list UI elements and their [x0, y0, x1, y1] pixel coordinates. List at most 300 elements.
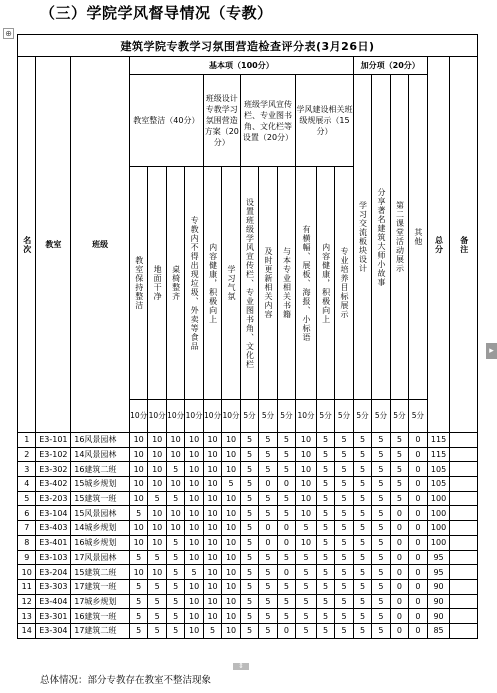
detail-header-1: 教室保持整洁 — [129, 167, 147, 400]
score-cell: 5 — [353, 462, 371, 477]
rank-header: 名次 — [18, 57, 36, 433]
room-cell: E3-304 — [36, 623, 71, 638]
score-cell: 5 — [335, 491, 353, 506]
score-cell: 5 — [372, 550, 390, 565]
score-cell: 10 — [203, 506, 221, 521]
score-cell: 5 — [353, 535, 371, 550]
bonus-col-4: 其他 — [409, 75, 427, 400]
style-group-header: 学风建设相关班级规展示（15分） — [296, 75, 354, 167]
score-cell: 0 — [409, 609, 427, 624]
score-cell: 5 — [296, 623, 317, 638]
score-cell: 5 — [259, 550, 277, 565]
class-cell: 16建筑二班 — [71, 462, 130, 477]
score-cell: 10 — [222, 535, 240, 550]
score-cell: 10 — [129, 535, 147, 550]
room-cell: E3-101 — [36, 433, 71, 448]
score-cell: 5 — [240, 565, 258, 580]
score-cell: 10 — [222, 550, 240, 565]
score-cell: 5 — [148, 491, 166, 506]
score-cell: 5 — [148, 579, 166, 594]
class-cell: 15城乡规划 — [71, 477, 130, 492]
remark-cell — [450, 623, 478, 638]
score-cell: 5 — [316, 462, 334, 477]
points-cell: 5分 — [353, 400, 371, 433]
room-cell: E3-203 — [36, 491, 71, 506]
score-cell: 0 — [277, 565, 295, 580]
score-cell: 0 — [409, 565, 427, 580]
score-cell: 10 — [222, 462, 240, 477]
detail-header-6: 学习气氛 — [222, 167, 240, 400]
room-cell: E3-301 — [36, 609, 71, 624]
score-cell: 5 — [353, 565, 371, 580]
score-cell: 10 — [185, 462, 203, 477]
basic-items-header: 基本项（100分） — [129, 57, 353, 75]
score-cell: 5 — [372, 447, 390, 462]
score-cell: 5 — [259, 609, 277, 624]
score-cell: 5 — [277, 579, 295, 594]
class-cell: 16建筑一班 — [71, 609, 130, 624]
score-cell: 5 — [277, 433, 295, 448]
score-cell: 5 — [372, 565, 390, 580]
room-header: 教室 — [36, 57, 71, 433]
score-cell: 5 — [353, 623, 371, 638]
score-table — [17, 34, 478, 639]
score-cell: 0 — [390, 506, 408, 521]
score-cell: 10 — [148, 433, 166, 448]
plan-group-header: 班级设计专教学习氛围营造方案（20分） — [203, 75, 240, 167]
detail-header-8: 及时更新相关内容 — [259, 167, 277, 400]
rank-cell: 12 — [18, 594, 36, 609]
class-cell: 17风景园林 — [71, 550, 130, 565]
class-cell: 16城乡规划 — [71, 535, 130, 550]
remark-cell — [450, 491, 478, 506]
score-cell: 5 — [277, 491, 295, 506]
score-cell: 5 — [335, 506, 353, 521]
score-cell: 10 — [203, 491, 221, 506]
score-cell: 5 — [335, 477, 353, 492]
score-cell: 5 — [316, 550, 334, 565]
score-cell: 0 — [409, 550, 427, 565]
score-cell: 5 — [129, 506, 147, 521]
score-cell: 10 — [203, 477, 221, 492]
remark-cell — [450, 477, 478, 492]
score-cell: 0 — [259, 535, 277, 550]
total-cell: 100 — [427, 506, 450, 521]
detail-header-7: 设置班级学风宣传栏、专业图书角、文化栏 — [240, 167, 258, 400]
score-cell: 5 — [185, 565, 203, 580]
bonus-col-3: 第二课堂活动展示 — [390, 75, 408, 400]
score-cell: 10 — [222, 491, 240, 506]
score-cell: 10 — [222, 565, 240, 580]
points-cell: 10分 — [148, 400, 166, 433]
score-cell: 10 — [203, 594, 221, 609]
detail-header-4: 专教内不得出现垃圾、外卖等食品 — [185, 167, 203, 400]
detail-header-11: 内容健康，积极向上 — [316, 167, 334, 400]
score-cell: 10 — [203, 579, 221, 594]
score-cell: 5 — [240, 462, 258, 477]
rank-cell: 2 — [18, 447, 36, 462]
table-row — [18, 623, 478, 638]
score-cell: 10 — [185, 521, 203, 536]
rank-cell: 6 — [18, 506, 36, 521]
score-cell: 5 — [222, 477, 240, 492]
rank-cell: 9 — [18, 550, 36, 565]
score-cell: 5 — [129, 609, 147, 624]
score-cell: 5 — [277, 506, 295, 521]
score-cell: 5 — [259, 462, 277, 477]
class-cell: 17建筑一班 — [71, 579, 130, 594]
total-cell: 105 — [427, 462, 450, 477]
score-cell: 5 — [353, 506, 371, 521]
points-cell: 10分 — [166, 400, 184, 433]
score-cell: 0 — [390, 550, 408, 565]
score-cell: 10 — [185, 433, 203, 448]
room-cell: E3-403 — [36, 521, 71, 536]
culture-group-header: 班级学风宣传栏、专业图书角、文化栏等设置（20分） — [240, 75, 295, 167]
rank-cell: 14 — [18, 623, 36, 638]
detail-header-3: 桌椅整齐 — [166, 167, 184, 400]
score-cell: 5 — [316, 594, 334, 609]
score-cell: 5 — [277, 594, 295, 609]
score-cell: 5 — [353, 550, 371, 565]
points-cell: 5分 — [390, 400, 408, 433]
score-cell: 10 — [222, 623, 240, 638]
remark-cell — [450, 609, 478, 624]
score-cell: 0 — [390, 579, 408, 594]
score-cell: 10 — [185, 506, 203, 521]
score-cell: 10 — [148, 565, 166, 580]
score-cell: 10 — [185, 609, 203, 624]
score-cell: 5 — [296, 550, 317, 565]
class-cell: 14风景园林 — [71, 447, 130, 462]
bonus-items-header: 加分项（20分） — [353, 57, 427, 75]
points-cell: 5分 — [240, 400, 258, 433]
points-cell: 10分 — [185, 400, 203, 433]
score-cell: 5 — [203, 623, 221, 638]
score-cell: 5 — [372, 609, 390, 624]
remark-cell — [450, 433, 478, 448]
room-cell: E3-303 — [36, 579, 71, 594]
score-cell: 5 — [353, 609, 371, 624]
score-cell: 5 — [148, 623, 166, 638]
score-cell: 0 — [390, 623, 408, 638]
score-cell: 5 — [240, 609, 258, 624]
score-cell: 5 — [335, 623, 353, 638]
score-cell: 5 — [353, 433, 371, 448]
score-cell: 10 — [222, 579, 240, 594]
score-cell: 10 — [148, 477, 166, 492]
score-cell: 0 — [409, 477, 427, 492]
score-cell: 10 — [296, 535, 317, 550]
score-cell: 5 — [240, 433, 258, 448]
score-cell: 5 — [335, 521, 353, 536]
score-cell: 5 — [129, 623, 147, 638]
score-cell: 10 — [222, 521, 240, 536]
score-cell: 5 — [259, 433, 277, 448]
points-cell: 5分 — [335, 400, 353, 433]
points-cell: 10分 — [222, 400, 240, 433]
detail-header-2: 地面干净 — [148, 167, 166, 400]
rank-cell: 4 — [18, 477, 36, 492]
points-cell: 5分 — [277, 400, 295, 433]
score-cell: 0 — [409, 623, 427, 638]
score-cell: 5 — [390, 491, 408, 506]
table-row — [18, 550, 478, 565]
score-cell: 5 — [129, 550, 147, 565]
score-cell: 5 — [296, 521, 317, 536]
score-cell: 10 — [129, 447, 147, 462]
table-row — [18, 535, 478, 550]
score-cell: 10 — [296, 506, 317, 521]
score-cell: 0 — [390, 535, 408, 550]
score-cell: 10 — [148, 506, 166, 521]
score-cell: 5 — [335, 565, 353, 580]
score-cell: 5 — [240, 477, 258, 492]
score-cell: 0 — [390, 521, 408, 536]
score-cell: 5 — [240, 447, 258, 462]
rank-cell: 5 — [18, 491, 36, 506]
score-cell: 10 — [203, 462, 221, 477]
score-cell: 5 — [148, 609, 166, 624]
table-row — [18, 491, 478, 506]
score-cell: 5 — [240, 521, 258, 536]
score-cell: 0 — [390, 609, 408, 624]
room-cell: E3-204 — [36, 565, 71, 580]
score-cell: 10 — [296, 433, 317, 448]
score-cell: 5 — [259, 447, 277, 462]
points-cell: 10分 — [296, 400, 317, 433]
score-cell: 10 — [203, 550, 221, 565]
points-cell: 10分 — [129, 400, 147, 433]
score-cell: 10 — [203, 535, 221, 550]
table-move-handle-icon[interactable]: ⊕ — [3, 28, 14, 39]
score-cell: 10 — [222, 447, 240, 462]
score-cell: 5 — [296, 579, 317, 594]
score-cell: 10 — [129, 477, 147, 492]
points-cell: 5分 — [372, 400, 390, 433]
remark-cell — [450, 550, 478, 565]
room-cell: E3-104 — [36, 506, 71, 521]
remark-cell — [450, 447, 478, 462]
score-cell: 5 — [390, 477, 408, 492]
score-cell: 10 — [185, 550, 203, 565]
score-cell: 5 — [166, 579, 184, 594]
score-cell: 5 — [390, 447, 408, 462]
total-cell: 90 — [427, 594, 450, 609]
score-cell: 5 — [316, 609, 334, 624]
score-cell: 5 — [129, 579, 147, 594]
score-cell: 10 — [185, 477, 203, 492]
score-cell: 5 — [335, 447, 353, 462]
score-cell: 0 — [277, 535, 295, 550]
score-cell: 5 — [259, 594, 277, 609]
class-cell: 15建筑一班 — [71, 491, 130, 506]
score-cell: 5 — [277, 609, 295, 624]
score-cell: 5 — [335, 579, 353, 594]
score-cell: 5 — [335, 433, 353, 448]
score-cell: 10 — [185, 491, 203, 506]
score-cell: 10 — [166, 477, 184, 492]
remark-cell — [450, 521, 478, 536]
score-cell: 5 — [240, 535, 258, 550]
score-cell: 10 — [148, 521, 166, 536]
score-cell: 5 — [316, 447, 334, 462]
score-cell: 0 — [277, 477, 295, 492]
score-cell: 5 — [259, 623, 277, 638]
score-cell: 5 — [372, 462, 390, 477]
score-cell: 5 — [353, 477, 371, 492]
score-cell: 5 — [148, 594, 166, 609]
score-cell: 10 — [203, 447, 221, 462]
score-cell: 5 — [296, 565, 317, 580]
score-cell: 5 — [240, 623, 258, 638]
score-cell: 5 — [296, 594, 317, 609]
score-cell: 5 — [372, 579, 390, 594]
bonus-col-2: 分享著名建筑大师小故事 — [372, 75, 390, 400]
score-cell: 0 — [259, 521, 277, 536]
score-cell: 5 — [316, 433, 334, 448]
rank-cell: 1 — [18, 433, 36, 448]
table-row — [18, 433, 478, 448]
score-cell: 5 — [166, 594, 184, 609]
class-cell: 15建筑二班 — [71, 565, 130, 580]
total-cell: 115 — [427, 447, 450, 462]
score-cell: 5 — [353, 579, 371, 594]
table-row — [18, 447, 478, 462]
score-cell: 5 — [372, 433, 390, 448]
score-cell: 5 — [335, 609, 353, 624]
score-cell: 10 — [185, 535, 203, 550]
table-row — [18, 462, 478, 477]
score-cell: 5 — [316, 535, 334, 550]
score-cell: 5 — [372, 521, 390, 536]
room-cell: E3-401 — [36, 535, 71, 550]
room-cell: E3-302 — [36, 462, 71, 477]
detail-header-10: 有横幅、展板、海报、小标语 — [296, 167, 317, 400]
total-cell: 100 — [427, 535, 450, 550]
remark-cell — [450, 535, 478, 550]
points-cell: 10分 — [203, 400, 221, 433]
total-cell: 90 — [427, 579, 450, 594]
score-cell: 5 — [259, 506, 277, 521]
remark-cell — [450, 462, 478, 477]
table-row — [18, 565, 478, 580]
score-cell: 5 — [277, 462, 295, 477]
class-cell: 16风景园林 — [71, 433, 130, 448]
score-cell: 0 — [409, 462, 427, 477]
score-cell: 0 — [409, 433, 427, 448]
score-cell: 5 — [316, 623, 334, 638]
score-cell: 5 — [166, 550, 184, 565]
remark-cell — [450, 579, 478, 594]
class-cell: 17城乡规划 — [71, 594, 130, 609]
score-cell: 5 — [240, 579, 258, 594]
score-cell: 10 — [129, 491, 147, 506]
score-cell: 10 — [296, 447, 317, 462]
score-cell: 10 — [203, 433, 221, 448]
remark-cell — [450, 594, 478, 609]
score-cell: 5 — [240, 491, 258, 506]
bonus-col-1: 学习交流板块设计 — [353, 75, 371, 400]
score-cell: 0 — [409, 447, 427, 462]
score-cell: 5 — [240, 550, 258, 565]
side-expand-tab-icon[interactable]: ▸ — [486, 343, 497, 359]
score-cell: 5 — [166, 565, 184, 580]
rank-cell: 3 — [18, 462, 36, 477]
table-row — [18, 506, 478, 521]
score-cell: 10 — [129, 433, 147, 448]
total-cell: 100 — [427, 491, 450, 506]
cleanliness-group-header: 教室整洁（40分） — [129, 75, 203, 167]
table-row — [18, 609, 478, 624]
table-row — [18, 477, 478, 492]
class-cell: 17建筑二班 — [71, 623, 130, 638]
score-cell: 5 — [166, 623, 184, 638]
room-cell: E3-102 — [36, 447, 71, 462]
score-cell: 5 — [390, 462, 408, 477]
score-cell: 5 — [240, 506, 258, 521]
score-cell: 10 — [222, 433, 240, 448]
score-cell: 5 — [129, 594, 147, 609]
total-header: 总分 — [427, 57, 450, 433]
room-cell: E3-404 — [36, 594, 71, 609]
score-cell: 5 — [372, 535, 390, 550]
score-cell: 0 — [409, 594, 427, 609]
score-cell: 5 — [353, 521, 371, 536]
score-cell: 0 — [409, 535, 427, 550]
score-cell: 10 — [129, 462, 147, 477]
scroll-handle-icon[interactable]: ⇕ — [233, 663, 249, 670]
score-cell: 5 — [296, 609, 317, 624]
score-cell: 5 — [335, 462, 353, 477]
score-cell: 5 — [166, 491, 184, 506]
score-cell: 5 — [316, 477, 334, 492]
rank-cell: 13 — [18, 609, 36, 624]
score-cell: 5 — [335, 535, 353, 550]
class-header: 班级 — [71, 57, 130, 433]
score-cell: 10 — [203, 609, 221, 624]
score-cell: 5 — [316, 521, 334, 536]
total-cell: 90 — [427, 609, 450, 624]
remark-header: 备注 — [450, 57, 478, 433]
detail-header-9: 与本专业相关书籍 — [277, 167, 295, 400]
score-cell: 5 — [240, 594, 258, 609]
score-cell: 5 — [166, 609, 184, 624]
table-title: 建筑学院专教学习氛围营造检查评分表(3月26日) — [18, 35, 478, 57]
score-cell: 5 — [353, 594, 371, 609]
score-cell: 10 — [296, 491, 317, 506]
score-cell: 0 — [409, 579, 427, 594]
section-heading: （三）学院学风督导情况（专教） — [40, 4, 273, 22]
total-cell: 95 — [427, 565, 450, 580]
score-cell: 5 — [335, 594, 353, 609]
score-cell: 5 — [259, 491, 277, 506]
score-cell: 5 — [372, 491, 390, 506]
summary-note: 总体情况：部分专教存在教室不整洁现象 — [40, 675, 212, 686]
total-cell: 100 — [427, 521, 450, 536]
score-cell: 5 — [316, 506, 334, 521]
score-cell: 5 — [316, 579, 334, 594]
class-cell: 15风景园林 — [71, 506, 130, 521]
room-cell: E3-103 — [36, 550, 71, 565]
score-cell: 0 — [390, 565, 408, 580]
rank-cell: 8 — [18, 535, 36, 550]
score-cell: 10 — [148, 462, 166, 477]
score-cell: 5 — [316, 491, 334, 506]
score-cell: 10 — [185, 447, 203, 462]
score-cell: 10 — [166, 433, 184, 448]
class-cell: 14城乡规划 — [71, 521, 130, 536]
